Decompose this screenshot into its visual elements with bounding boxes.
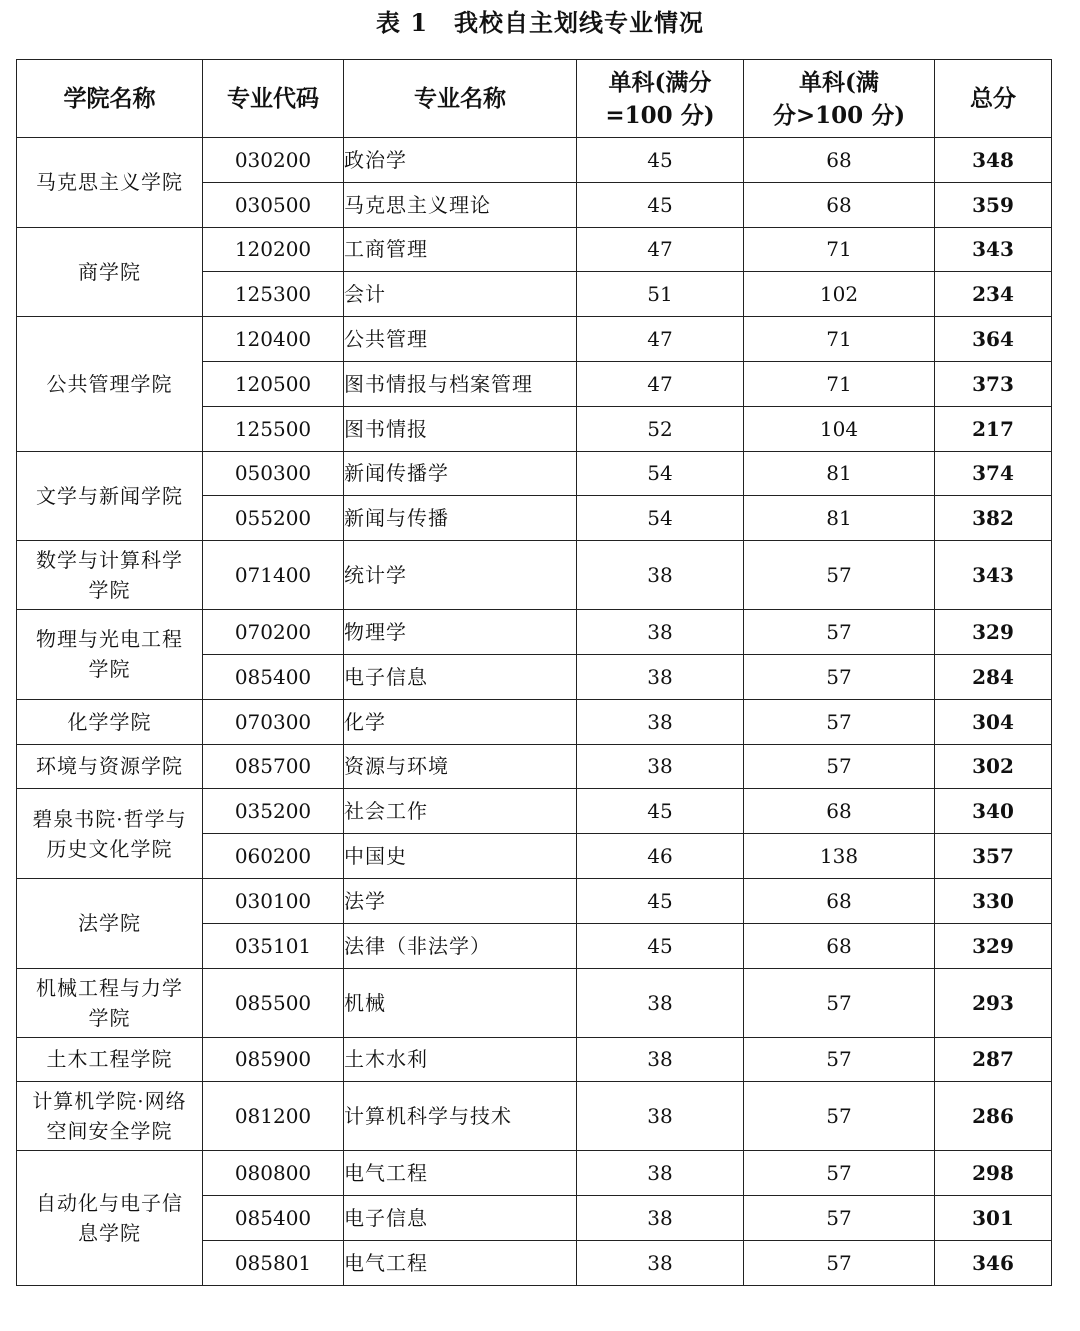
major-code-cell: 085400 xyxy=(203,654,344,699)
major-code-cell: 085400 xyxy=(203,1196,344,1241)
single-subject-100-cell: 38 xyxy=(577,1082,744,1151)
total-score-cell: 302 xyxy=(935,744,1052,789)
major-code-cell: 030200 xyxy=(203,138,344,183)
college-name-line: 土木工程学院 xyxy=(46,1047,173,1072)
single-subject-gt100-cell: 81 xyxy=(744,496,935,541)
major-name-cell: 计算机科学与技术 xyxy=(344,1082,577,1151)
single-subject-100-cell: 38 xyxy=(577,1196,744,1241)
single-subject-100-cell: 38 xyxy=(577,968,744,1037)
single-subject-gt100-cell: 57 xyxy=(744,1196,935,1241)
college-name-line: 机械工程与力学 xyxy=(36,975,183,1000)
single-subject-gt100-cell: 71 xyxy=(744,227,935,272)
total-score-cell: 359 xyxy=(935,182,1052,227)
single-subject-100-cell: 47 xyxy=(577,227,744,272)
major-name-cell: 中国史 xyxy=(344,834,577,879)
single-subject-gt100-cell: 102 xyxy=(744,272,935,317)
major-code-cell: 060200 xyxy=(203,834,344,879)
header-college: 学院名称 xyxy=(17,60,203,138)
table-row xyxy=(17,317,1052,362)
single-subject-gt100-cell: 104 xyxy=(744,406,935,451)
college-name-line: 马克思主义学院 xyxy=(36,170,183,195)
single-subject-100-cell: 38 xyxy=(577,610,744,655)
single-subject-gt100-cell: 57 xyxy=(744,1037,935,1082)
college-name-cell xyxy=(17,317,203,451)
total-score-cell: 346 xyxy=(935,1240,1052,1285)
college-name-cell xyxy=(17,878,203,968)
college-name-line: 物理与光电工程 xyxy=(36,627,183,652)
college-name-line: 学院 xyxy=(88,657,131,682)
table-row xyxy=(17,138,1052,183)
major-code-cell: 035200 xyxy=(203,789,344,834)
total-score-cell: 329 xyxy=(935,923,1052,968)
total-score-cell: 382 xyxy=(935,496,1052,541)
total-score-cell: 343 xyxy=(935,227,1052,272)
college-name-line: 商学院 xyxy=(78,259,141,284)
major-name-cell: 物理学 xyxy=(344,610,577,655)
major-name-cell: 会计 xyxy=(344,272,577,317)
single-subject-gt100-cell: 71 xyxy=(744,317,935,362)
college-name-line: 学院 xyxy=(88,1005,131,1030)
single-subject-100-cell: 51 xyxy=(577,272,744,317)
major-name-cell: 电子信息 xyxy=(344,1196,577,1241)
single-subject-gt100-cell: 68 xyxy=(744,878,935,923)
total-score-cell: 286 xyxy=(935,1082,1052,1151)
table-row xyxy=(17,610,1052,655)
header-single-100-line2: =100 分) xyxy=(605,101,715,129)
header-single-gt100-line2: 分>100 分) xyxy=(772,101,906,129)
single-subject-gt100-cell: 71 xyxy=(744,361,935,406)
major-code-cell: 070300 xyxy=(203,699,344,744)
total-score-cell: 373 xyxy=(935,361,1052,406)
single-subject-gt100-cell: 68 xyxy=(744,138,935,183)
header-total: 总分 xyxy=(935,60,1052,138)
major-name-cell: 化学 xyxy=(344,699,577,744)
total-score-cell: 374 xyxy=(935,451,1052,496)
cutoff-score-table xyxy=(16,59,1052,1286)
header-single-100-line1: 单科(满分 xyxy=(608,68,712,96)
total-score-cell: 329 xyxy=(935,610,1052,655)
major-name-cell: 土木水利 xyxy=(344,1037,577,1082)
single-subject-100-cell: 54 xyxy=(577,496,744,541)
single-subject-100-cell: 38 xyxy=(577,1037,744,1082)
single-subject-gt100-cell: 68 xyxy=(744,789,935,834)
college-name-cell xyxy=(17,541,203,610)
total-score-cell: 343 xyxy=(935,541,1052,610)
table-row xyxy=(17,1082,1052,1151)
major-name-cell: 电气工程 xyxy=(344,1151,577,1196)
major-code-cell: 125500 xyxy=(203,406,344,451)
single-subject-100-cell: 38 xyxy=(577,699,744,744)
single-subject-gt100-cell: 57 xyxy=(744,699,935,744)
major-code-cell: 080800 xyxy=(203,1151,344,1196)
college-name-line: 化学学院 xyxy=(67,709,152,734)
total-score-cell: 287 xyxy=(935,1037,1052,1082)
single-subject-100-cell: 45 xyxy=(577,878,744,923)
major-code-cell: 085801 xyxy=(203,1240,344,1285)
major-name-cell: 电子信息 xyxy=(344,654,577,699)
major-name-cell: 机械 xyxy=(344,968,577,1037)
college-name-line: 历史文化学院 xyxy=(46,836,173,861)
major-name-cell: 马克思主义理论 xyxy=(344,182,577,227)
single-subject-gt100-cell: 57 xyxy=(744,1151,935,1196)
major-name-cell: 图书情报与档案管理 xyxy=(344,361,577,406)
major-name-cell: 工商管理 xyxy=(344,227,577,272)
total-score-cell: 217 xyxy=(935,406,1052,451)
major-code-cell: 030100 xyxy=(203,878,344,923)
total-score-cell: 304 xyxy=(935,699,1052,744)
college-name-line: 文学与新闻学院 xyxy=(36,483,183,508)
college-name-line: 学院 xyxy=(88,578,131,603)
major-code-cell: 035101 xyxy=(203,923,344,968)
header-major: 专业名称 xyxy=(344,60,577,138)
college-name-line: 自动化与电子信 xyxy=(36,1191,183,1216)
major-code-cell: 071400 xyxy=(203,541,344,610)
major-name-cell: 公共管理 xyxy=(344,317,577,362)
single-subject-100-cell: 45 xyxy=(577,923,744,968)
header-single-100 xyxy=(577,60,744,138)
table-row xyxy=(17,789,1052,834)
total-score-cell: 357 xyxy=(935,834,1052,879)
major-code-cell: 081200 xyxy=(203,1082,344,1151)
total-score-cell: 298 xyxy=(935,1151,1052,1196)
table-row xyxy=(17,878,1052,923)
major-code-cell: 085700 xyxy=(203,744,344,789)
table-row xyxy=(17,541,1052,610)
table-body xyxy=(17,138,1052,1286)
college-name-cell xyxy=(17,138,203,228)
major-code-cell: 050300 xyxy=(203,451,344,496)
single-subject-100-cell: 45 xyxy=(577,138,744,183)
major-name-cell: 法律（非法学） xyxy=(344,923,577,968)
major-name-cell: 社会工作 xyxy=(344,789,577,834)
college-name-line: 计算机学院·网络 xyxy=(32,1089,187,1114)
college-name-cell xyxy=(17,968,203,1037)
table-row xyxy=(17,1151,1052,1196)
single-subject-gt100-cell: 68 xyxy=(744,182,935,227)
single-subject-gt100-cell: 68 xyxy=(744,923,935,968)
major-code-cell: 125300 xyxy=(203,272,344,317)
major-name-cell: 政治学 xyxy=(344,138,577,183)
college-name-cell xyxy=(17,610,203,700)
major-code-cell: 070200 xyxy=(203,610,344,655)
college-name-line: 公共管理学院 xyxy=(46,371,173,396)
single-subject-100-cell: 38 xyxy=(577,654,744,699)
single-subject-100-cell: 46 xyxy=(577,834,744,879)
single-subject-gt100-cell: 57 xyxy=(744,610,935,655)
single-subject-gt100-cell: 138 xyxy=(744,834,935,879)
table-number: 表 1 xyxy=(375,8,429,37)
major-name-cell: 新闻与传播 xyxy=(344,496,577,541)
single-subject-100-cell: 38 xyxy=(577,744,744,789)
table-caption xyxy=(0,6,1080,40)
college-name-line: 环境与资源学院 xyxy=(36,754,183,779)
major-name-cell: 新闻传播学 xyxy=(344,451,577,496)
college-name-cell xyxy=(17,227,203,317)
major-code-cell: 055200 xyxy=(203,496,344,541)
single-subject-gt100-cell: 57 xyxy=(744,968,935,1037)
total-score-cell: 348 xyxy=(935,138,1052,183)
total-score-cell: 293 xyxy=(935,968,1052,1037)
single-subject-100-cell: 47 xyxy=(577,317,744,362)
major-name-cell: 电气工程 xyxy=(344,1240,577,1285)
header-single-gt100-line1: 单科(满 xyxy=(799,68,879,96)
college-name-cell xyxy=(17,1037,203,1082)
college-name-cell xyxy=(17,744,203,789)
table-title: 我校自主划线专业情况 xyxy=(454,8,705,37)
major-name-cell: 统计学 xyxy=(344,541,577,610)
total-score-cell: 330 xyxy=(935,878,1052,923)
major-code-cell: 085900 xyxy=(203,1037,344,1082)
single-subject-gt100-cell: 57 xyxy=(744,1082,935,1151)
header-single-gt100 xyxy=(744,60,935,138)
college-name-cell xyxy=(17,699,203,744)
college-name-cell xyxy=(17,1151,203,1285)
major-name-cell: 法学 xyxy=(344,878,577,923)
single-subject-100-cell: 45 xyxy=(577,789,744,834)
major-name-cell: 资源与环境 xyxy=(344,744,577,789)
single-subject-100-cell: 45 xyxy=(577,182,744,227)
table-row xyxy=(17,699,1052,744)
single-subject-100-cell: 54 xyxy=(577,451,744,496)
single-subject-gt100-cell: 57 xyxy=(744,1240,935,1285)
major-name-cell: 图书情报 xyxy=(344,406,577,451)
table-row xyxy=(17,744,1052,789)
single-subject-100-cell: 52 xyxy=(577,406,744,451)
major-code-cell: 120500 xyxy=(203,361,344,406)
table-row xyxy=(17,1037,1052,1082)
single-subject-gt100-cell: 57 xyxy=(744,744,935,789)
major-code-cell: 120200 xyxy=(203,227,344,272)
single-subject-100-cell: 38 xyxy=(577,1240,744,1285)
table-row xyxy=(17,968,1052,1037)
single-subject-gt100-cell: 57 xyxy=(744,654,935,699)
college-name-line: 碧泉书院·哲学与 xyxy=(32,806,187,831)
college-name-line: 空间安全学院 xyxy=(46,1119,173,1144)
table-row xyxy=(17,227,1052,272)
total-score-cell: 284 xyxy=(935,654,1052,699)
major-code-cell: 030500 xyxy=(203,182,344,227)
total-score-cell: 340 xyxy=(935,789,1052,834)
single-subject-gt100-cell: 81 xyxy=(744,451,935,496)
table-header xyxy=(17,60,1052,138)
major-code-cell: 085500 xyxy=(203,968,344,1037)
single-subject-100-cell: 38 xyxy=(577,541,744,610)
college-name-line: 息学院 xyxy=(78,1221,141,1246)
single-subject-gt100-cell: 57 xyxy=(744,541,935,610)
college-name-cell xyxy=(17,789,203,879)
college-name-line: 法学院 xyxy=(78,911,141,936)
single-subject-100-cell: 38 xyxy=(577,1151,744,1196)
college-name-line: 数学与计算科学 xyxy=(36,548,183,573)
total-score-cell: 234 xyxy=(935,272,1052,317)
college-name-cell xyxy=(17,451,203,541)
header-row xyxy=(17,60,1052,138)
single-subject-100-cell: 47 xyxy=(577,361,744,406)
table-row xyxy=(17,451,1052,496)
college-name-cell xyxy=(17,1082,203,1151)
header-code: 专业代码 xyxy=(203,60,344,138)
total-score-cell: 364 xyxy=(935,317,1052,362)
total-score-cell: 301 xyxy=(935,1196,1052,1241)
major-code-cell: 120400 xyxy=(203,317,344,362)
